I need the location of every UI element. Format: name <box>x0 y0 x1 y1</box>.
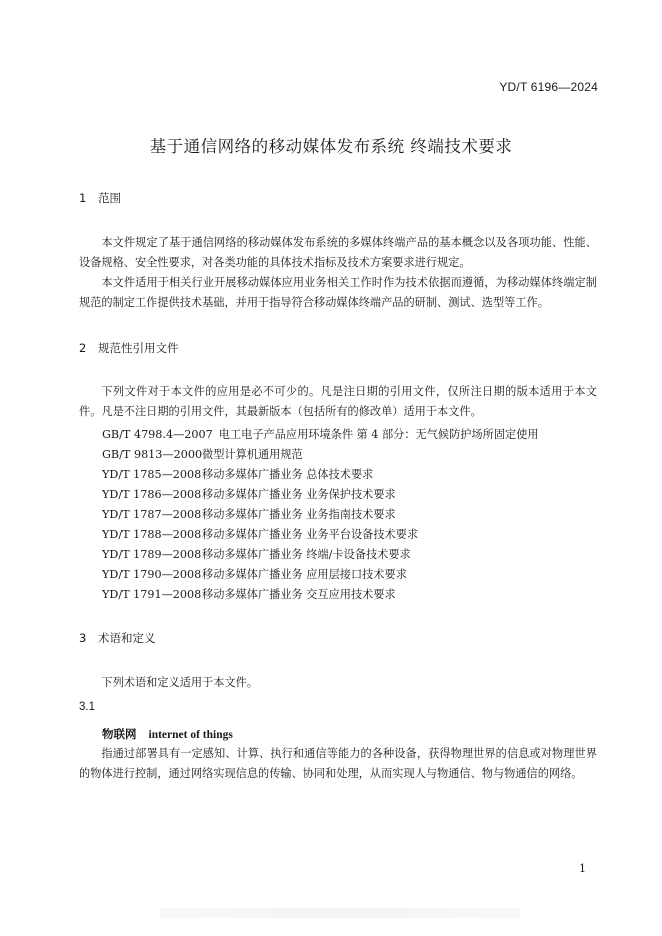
section-number: 2 <box>79 341 87 355</box>
reference-item <box>102 426 539 442</box>
document-title: 基于通信网络的移动媒体发布系统 终端技术要求 <box>149 137 513 156</box>
reference-title: 移动多媒体广播业务 业务指南技术要求 <box>202 508 396 521</box>
reference-title: 移动多媒体广播业务 业务保护技术要求 <box>202 488 396 501</box>
term-entry <box>102 726 233 742</box>
reference-item <box>102 546 411 562</box>
term-chinese: 物联网 <box>102 727 137 741</box>
reference-title: 移动多媒体广播业务 业务平台设备技术要求 <box>202 528 419 541</box>
page-number: 1 <box>579 862 586 875</box>
reference-code: YD/T 1785—2008 <box>102 468 202 481</box>
reference-title: 移动多媒体广播业务 终端/卡设备技术要求 <box>202 548 411 561</box>
section-2-heading <box>79 340 179 356</box>
section-2-intro: 下列文件对于本文件的应用是必不可少的。凡是注日期的引用文件，仅所注日期的版本适用于本文件。凡是不注日期的引用文件，其最新版本（包括所有的修改单）适用于本文件。 <box>79 385 597 418</box>
subsection-number: 3.1 <box>79 701 95 713</box>
reference-code: YD/T 1789—2008 <box>102 548 202 561</box>
section-1-paragraph-2: 本文件适用于相关行业开展移动媒体应用业务相关工作时作为技术依据而遵循，为移动媒体终端定制规范的制定工作提供技术基础，并用于指导符合移动媒体终端产品的研制、测试、选型等工作。 <box>79 276 597 309</box>
term-definition: 指通过部署具有一定感知、计算、执行和通信等能力的各种设备，获得物理世界的信息或对物理世界的物体进行控制，通过网络实现信息的传输、协同和处理，从而实现人与物通信、物与物通信的网络。 <box>79 747 597 780</box>
reference-code: YD/T 1791—2008 <box>102 588 202 601</box>
section-3-heading <box>79 630 156 646</box>
reference-title: 微型计算机通用规范 <box>202 448 303 461</box>
reference-title: 移动多媒体广播业务 应用层接口技术要求 <box>202 568 407 581</box>
term-english: internet of things <box>148 729 233 741</box>
section-title: 规范性引用文件 <box>98 341 179 355</box>
reference-code: GB/T 9813—2000 <box>102 448 203 461</box>
section-number: 3 <box>79 631 87 645</box>
footer-watermark-band <box>160 908 520 918</box>
reference-item <box>102 466 373 482</box>
reference-item <box>102 566 407 582</box>
section-1-heading <box>79 190 121 206</box>
reference-item <box>102 526 418 542</box>
reference-item <box>102 586 396 602</box>
section-1-paragraph-1: 本文件规定了基于通信网络的移动媒体发布系统的多媒体终端产品的基本概念以及各项功能、性能、设备规格、安全性要求，对各类功能的具体技术指标及技术方案要求进行规定。 <box>79 236 597 269</box>
reference-item <box>102 486 396 502</box>
section-3-intro: 下列术语和定义适用于本文件。 <box>101 676 259 689</box>
reference-title: 电工电子产品应用环境条件 第 4 部分：无气候防护场所固定使用 <box>218 428 539 441</box>
section-title: 术语和定义 <box>98 631 156 645</box>
reference-code: YD/T 1787—2008 <box>102 508 202 521</box>
reference-code: GB/T 4798.4—2007 <box>102 428 213 441</box>
reference-item <box>102 446 303 462</box>
section-title: 范围 <box>98 191 121 205</box>
reference-title: 移动多媒体广播业务 总体技术要求 <box>202 468 374 481</box>
standard-code: YD/T 6196—2024 <box>499 80 598 94</box>
reference-code: YD/T 1790—2008 <box>102 568 202 581</box>
reference-code: YD/T 1786—2008 <box>102 488 202 501</box>
reference-title: 移动多媒体广播业务 交互应用技术要求 <box>202 588 396 601</box>
reference-item <box>102 506 396 522</box>
section-number: 1 <box>79 191 87 205</box>
reference-code: YD/T 1788—2008 <box>102 528 202 541</box>
